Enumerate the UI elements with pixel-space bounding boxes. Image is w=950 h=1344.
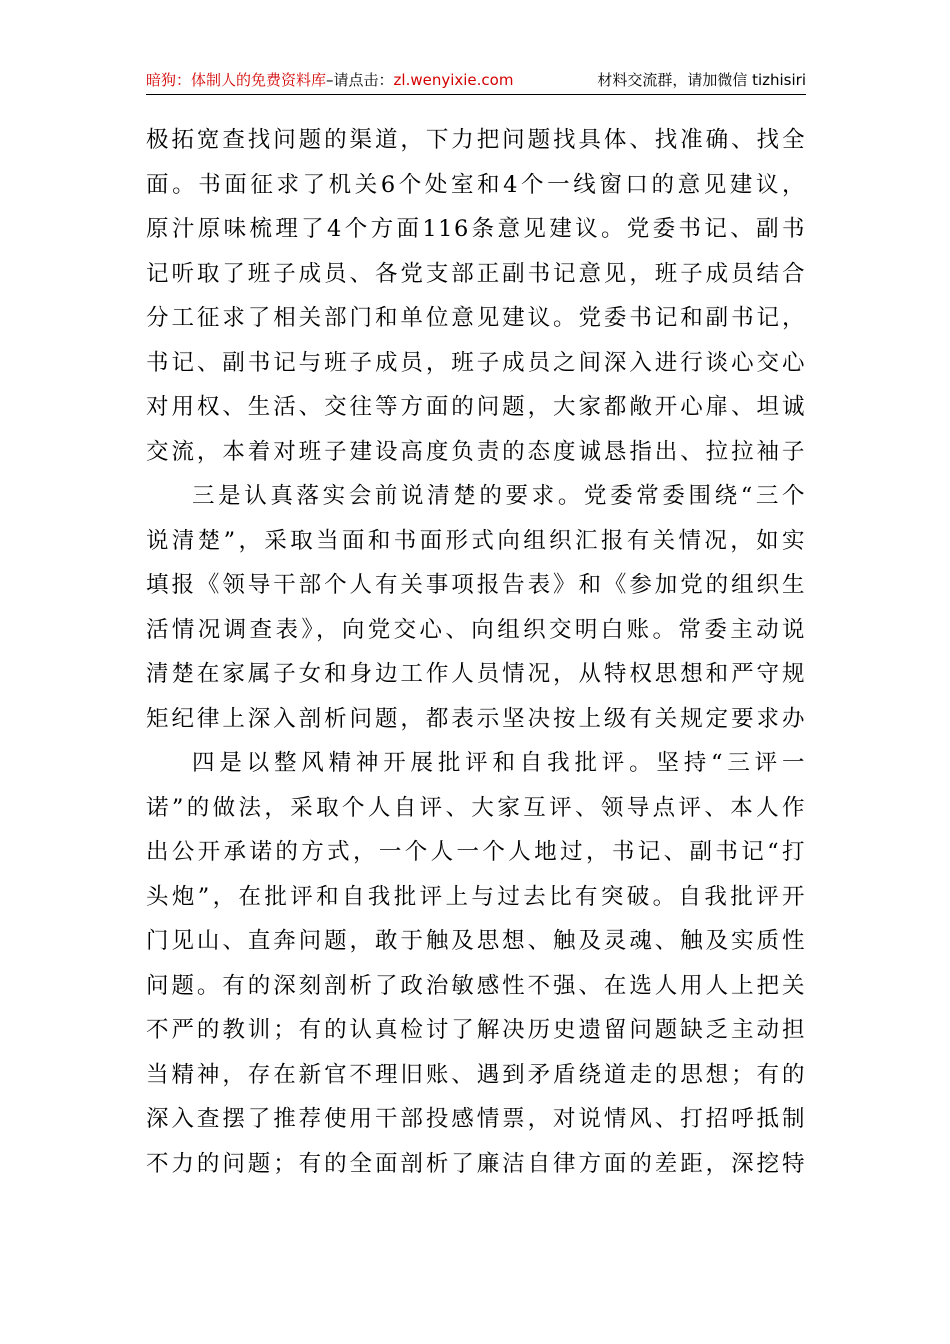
text-line: 交流，本着对班子建设高度负责的态度诚恳指出、拉拉袖子 [146, 438, 806, 465]
header-contact: 材料交流群，请加微信 tizhisiri [597, 71, 806, 89]
text-line: 深入查摆了推荐使用干部投感情票，对说情风、打招呼抵制 [146, 1106, 806, 1132]
header-click-label: –请点击： [326, 71, 394, 89]
text-line: 诺”的做法，采取个人自评、大家互评、领导点评、本人作 [146, 794, 806, 821]
paragraph-start-line: 四是以整风精神开展批评和自我批评。坚持“三评一 [192, 750, 806, 776]
text-line: 不严的教训；有的认真检讨了解决历史遗留问题缺乏主动担 [146, 1017, 806, 1043]
text-line: 填报《领导干部个人有关事项报告表》和《参加党的组织生 [146, 572, 806, 598]
text-line: 活情况调查表》，向党交心、向组织交明白账。常委主动说 [146, 616, 806, 643]
header-url-link[interactable]: zl.wenyixie.com [393, 71, 514, 89]
text-line: 当精神，存在新官不理旧账、遇到矛盾绕道走的思想；有的 [146, 1061, 806, 1088]
text-line: 问题。有的深刻剖析了政治敏感性不强、在选人用人上把关 [146, 972, 806, 999]
text-line: 记听取了班子成员、各党支部正副书记意见，班子成员结合 [146, 260, 806, 287]
text-line: 门见山、直奔问题，敢于触及思想、触及灵魂、触及实质性 [146, 928, 806, 954]
text-line: 矩纪律上深入剖析问题，都表示坚决按上级有关规定要求办 [146, 705, 806, 732]
text-line: 分工征求了相关部门和单位意见建议。党委书记和副书记， [146, 305, 806, 331]
text-line: 书记、副书记与班子成员，班子成员之间深入进行谈心交心 [146, 349, 806, 376]
text-line: 清楚在家属子女和身边工作人员情况，从特权思想和严守规 [146, 661, 806, 687]
header-source-label: 暗狗：体制人的免费资料库 [146, 71, 327, 89]
text-line: 极拓宽查找问题的渠道，下力把问题找具体、找准确、找全 [146, 127, 806, 153]
text-line: 出公开承诺的方式，一个人一个人地过，书记、副书记“打 [146, 839, 806, 865]
text-line: 头炮”，在批评和自我批评上与过去比有突破。自我批评开 [146, 883, 806, 910]
text-line: 原汁原味梳理了4个方面116条意见建议。党委书记、副书 [146, 216, 806, 242]
text-line: 面。书面征求了机关6个处室和4个一线窗口的意见建议， [146, 171, 806, 198]
text-line: 不力的问题；有的全面剖析了廉洁自律方面的差距，深挖特 [146, 1150, 806, 1177]
text-line: 说清楚”，采取当面和书面形式向组织汇报有关情况，如实 [146, 527, 806, 554]
page-header [146, 66, 806, 95]
paragraph-start-line: 三是认真落实会前说清楚的要求。党委常委围绕“三个 [192, 483, 806, 509]
document-body [146, 118, 806, 1186]
text-line: 对用权、生活、交往等方面的问题，大家都敞开心扉、坦诚 [146, 394, 806, 420]
